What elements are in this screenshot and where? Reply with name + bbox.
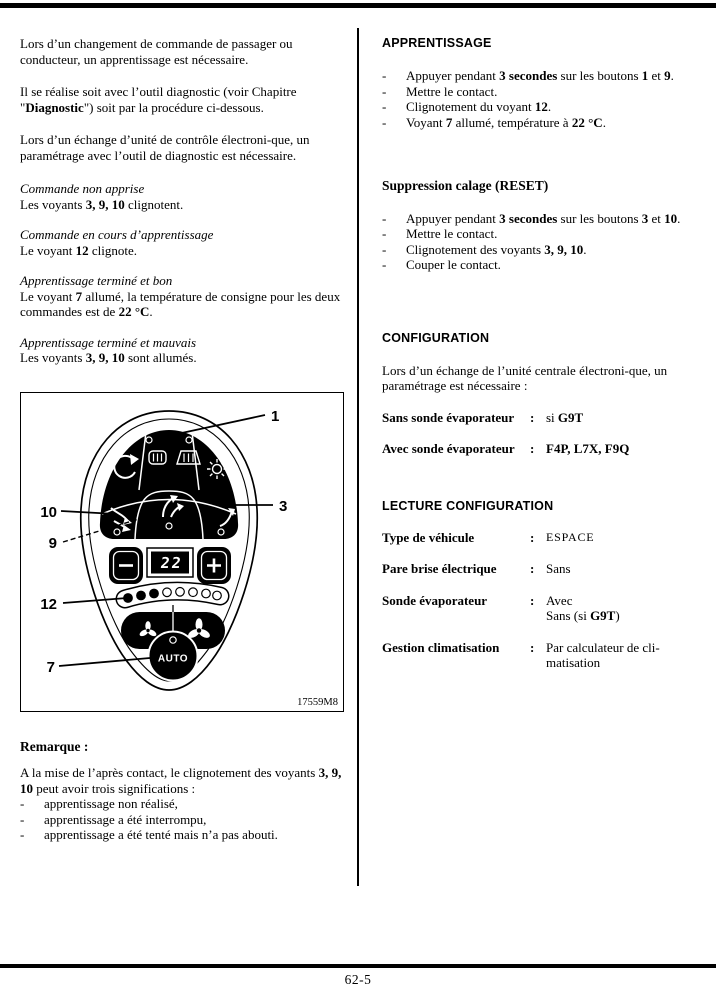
state-body: Les voyants 3, 9, 10 clignotent. xyxy=(20,196,184,212)
lecture-value xyxy=(546,640,704,671)
remark-title: Remarque : xyxy=(20,738,89,754)
bullet-dash: - xyxy=(382,68,387,83)
section-heading-reset: Suppression calage (RESET) xyxy=(382,178,549,193)
state-block xyxy=(20,273,353,320)
step-item xyxy=(382,211,704,227)
step-item xyxy=(382,257,704,273)
state-title: Apprentissage terminé et mauvais xyxy=(20,334,197,350)
lecture-value-line: matisation xyxy=(546,655,601,670)
lecture-row xyxy=(382,640,704,671)
step-text: Mettre le contact. xyxy=(406,226,498,241)
callout-7-label: 7 xyxy=(46,658,55,676)
config-value: F4P, L7X, F9Q xyxy=(546,441,630,456)
lecture-label: Type de véhicule xyxy=(382,529,475,545)
lecture-label: Pare brise électrique xyxy=(382,561,497,576)
callout-1-label: 1 xyxy=(271,407,280,425)
section-heading-apprentissage: APPRENTISSAGE xyxy=(382,36,492,50)
auto-button xyxy=(149,631,198,680)
step-text: Appuyer pendant 3 secondes sur les boutons 3 et 10. xyxy=(406,210,681,226)
step-text: Voyant 7 allumé, température à 22 °C. xyxy=(406,114,606,130)
intro-paragraph-1: Lors d’un changement de commande de passager ou conducteur, un apprentissage est nécessaire. xyxy=(20,36,293,67)
state-body: Le voyant 12 clignote. xyxy=(20,242,137,258)
callout-12-label: 12 xyxy=(40,595,57,613)
lecture-label: Gestion climatisation xyxy=(382,639,500,655)
auto-label: AUTO xyxy=(157,653,189,664)
colon: : xyxy=(530,441,535,456)
step-text: Couper le contact. xyxy=(406,257,501,272)
temperature-value: 22 xyxy=(159,553,184,572)
step-item xyxy=(382,226,704,242)
bullet-dash: - xyxy=(20,827,25,842)
colon: : xyxy=(530,409,535,425)
step-item xyxy=(382,68,704,84)
temp-plus-button xyxy=(197,547,231,584)
remark-bullet xyxy=(20,812,353,828)
figure-box xyxy=(20,392,344,712)
config-label: Sans sonde évaporateur xyxy=(382,409,515,425)
state-body: Les voyants 3, 9, 10 sont allumés. xyxy=(20,350,197,365)
config-value: si G9T xyxy=(546,409,584,425)
colon: : xyxy=(530,592,535,608)
callout-10-label: 10 xyxy=(40,503,57,521)
step-text: Mettre le contact. xyxy=(406,83,498,99)
lecture-value-line: Sans (si G9T) xyxy=(546,608,620,623)
intro-paragraph-3: Lors d’un échange d’unité de contrôle électroni-que, un paramétrage avec l’outil de diagnostic est nécessaire. xyxy=(20,132,310,163)
config-label: Avec sonde évaporateur xyxy=(382,441,515,456)
step-text: Clignotement des voyants 3, 9, 10. xyxy=(406,241,587,257)
bullet-dash: - xyxy=(382,210,387,226)
lecture-value xyxy=(546,593,704,624)
lecture-row xyxy=(382,593,704,624)
bullet-dash: - xyxy=(382,241,387,257)
state-title: Apprentissage terminé et bon xyxy=(20,273,173,288)
step-item xyxy=(382,115,704,131)
right-column xyxy=(382,0,704,671)
state-block xyxy=(20,181,353,212)
intro-paragraph-2: Il se réalise soit avec l’outil diagnostic (voir Chapitre "Diagnostic") soit par la procédure ci-dessous. xyxy=(20,84,297,115)
column-divider xyxy=(357,28,359,886)
lecture-row xyxy=(382,530,704,546)
step-text: Appuyer pendant 3 secondes sur les boutons 1 et 9. xyxy=(406,68,674,83)
bullet-dash: - xyxy=(20,796,25,811)
lecture-label: Sonde évaporateur xyxy=(382,592,488,608)
temp-minus-button xyxy=(109,547,143,584)
config-row xyxy=(382,410,704,426)
led-strip xyxy=(124,587,222,602)
config-row xyxy=(382,441,704,457)
lecture-value-line: Avec xyxy=(546,592,573,608)
bottom-rule xyxy=(0,964,716,968)
lecture-value-line: Par calculateur de cli- xyxy=(546,639,660,655)
lecture-row xyxy=(382,561,704,577)
remark-body: A la mise de l’après contact, le clignotement des voyants 3, 9, 10 peut avoir trois significations : xyxy=(20,765,342,796)
colon: : xyxy=(530,561,535,576)
remark-section xyxy=(20,739,353,843)
bullet-text: apprentissage a été tenté mais n’a pas abouti. xyxy=(44,827,278,842)
section-heading-lecture-configuration: LECTURE CONFIGURATION xyxy=(382,498,554,513)
state-body: Le voyant 7 allumé, la température de consigne pour les deux commandes est de 22 °C. xyxy=(20,288,341,319)
apprentissage-steps xyxy=(382,68,704,130)
callout-9-label: 9 xyxy=(48,534,57,552)
lecture-value: Sans xyxy=(546,561,571,576)
callout-3-label: 3 xyxy=(279,497,288,515)
bullet-dash: - xyxy=(382,226,387,241)
bullet-text: apprentissage a été interrompu, xyxy=(44,811,207,827)
left-column xyxy=(20,0,353,843)
bullet-dash: - xyxy=(382,114,387,130)
configuration-intro: Lors d’un échange de l’unité centrale électroni-que, un paramétrage est nécessaire : xyxy=(382,362,668,393)
step-item xyxy=(382,242,704,258)
colon: : xyxy=(530,639,535,655)
step-item xyxy=(382,99,704,115)
reset-steps xyxy=(382,211,704,273)
bullet-text: apprentissage non réalisé, xyxy=(44,796,178,811)
state-title: Commande en cours d’apprentissage xyxy=(20,227,214,242)
figure-reference-code: 17559M8 xyxy=(297,696,338,708)
temperature-display xyxy=(147,548,193,577)
state-title: Commande non apprise xyxy=(20,181,145,196)
remark-bullet xyxy=(20,796,353,812)
lecture-value: ESPACE xyxy=(546,529,595,544)
bullet-dash: - xyxy=(382,83,387,99)
climate-panel-diagram xyxy=(21,393,343,711)
bullet-dash: - xyxy=(20,811,25,827)
section-heading-configuration: CONFIGURATION xyxy=(382,330,490,345)
state-block xyxy=(20,227,353,258)
remark-bullet xyxy=(20,827,353,843)
colon: : xyxy=(530,529,535,545)
state-block xyxy=(20,335,353,366)
step-item xyxy=(382,84,704,100)
bullet-dash: - xyxy=(382,99,387,114)
step-text: Clignotement du voyant 12. xyxy=(406,99,552,114)
page-number: 62-5 xyxy=(344,972,372,987)
bullet-dash: - xyxy=(382,257,387,272)
